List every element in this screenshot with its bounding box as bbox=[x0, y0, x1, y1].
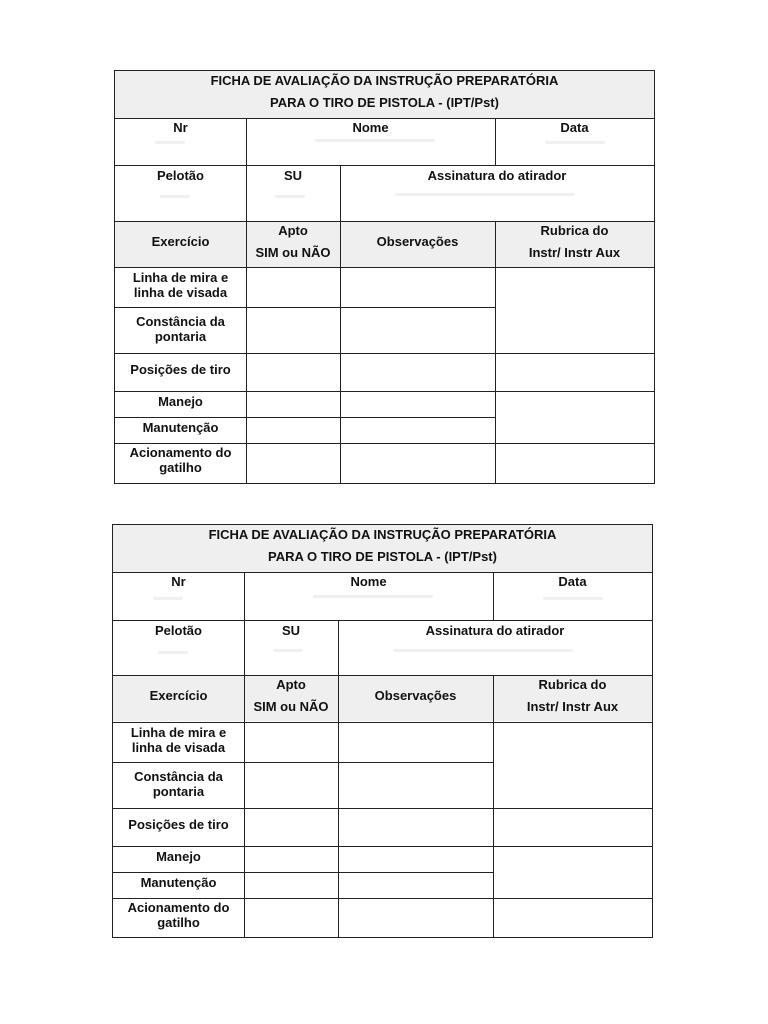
evaluation-form-2 bbox=[112, 524, 653, 938]
form-title-line2: PARA O TIRO DE PISTOLA - (IPT/Pst) bbox=[270, 95, 499, 110]
exercicio-header: Exercício bbox=[149, 688, 208, 703]
assinatura-label: Assinatura do atirador bbox=[427, 168, 567, 183]
exercise-acionamento: Acionamento do gatilho bbox=[127, 900, 230, 930]
rubrica-header-line2: Instr/ Instr Aux bbox=[526, 699, 619, 714]
observacoes-header: Observações bbox=[376, 234, 459, 249]
nr-label: Nr bbox=[171, 574, 186, 589]
form-title-line1: FICHA DE AVALIAÇÃO DA INSTRUÇÃO PREPARATÓRIA bbox=[210, 73, 559, 88]
su-field[interactable] bbox=[247, 185, 340, 220]
nome-field[interactable] bbox=[247, 137, 495, 164]
data-label: Data bbox=[560, 120, 589, 135]
data-label: Data bbox=[558, 574, 587, 589]
assinatura-label: Assinatura do atirador bbox=[425, 623, 565, 638]
evaluation-form-1 bbox=[114, 70, 655, 484]
assinatura-field[interactable] bbox=[339, 640, 652, 674]
pelotao-field[interactable] bbox=[115, 185, 246, 220]
exercise-linha-mira: Linha de mira e linha de visada bbox=[132, 270, 229, 300]
exercise-manejo: Manejo bbox=[158, 394, 203, 409]
apto-header-line1: Apto bbox=[278, 223, 308, 238]
nr-field[interactable] bbox=[113, 591, 244, 619]
pelotao-label: Pelotão bbox=[155, 623, 202, 638]
su-label: SU bbox=[281, 623, 301, 638]
pelotao-label: Pelotão bbox=[157, 168, 204, 183]
data-field[interactable] bbox=[494, 591, 652, 619]
assinatura-field[interactable] bbox=[341, 185, 654, 220]
apto-header-line1: Apto bbox=[276, 677, 306, 692]
rubrica-header-line1: Rubrica do bbox=[538, 677, 607, 692]
observacoes-header: Observações bbox=[374, 688, 457, 703]
exercise-linha-mira: Linha de mira e linha de visada bbox=[130, 725, 227, 755]
rubrica-header-line1: Rubrica do bbox=[540, 223, 609, 238]
nr-field[interactable] bbox=[115, 137, 246, 164]
pelotao-field[interactable] bbox=[113, 640, 244, 674]
apto-header-line2: SIM ou NÃO bbox=[253, 699, 329, 714]
exercicio-header: Exercício bbox=[151, 234, 210, 249]
data-field[interactable] bbox=[496, 137, 654, 164]
form-title-line2: PARA O TIRO DE PISTOLA - (IPT/Pst) bbox=[268, 549, 497, 564]
exercise-constancia: Constância da pontaria bbox=[134, 769, 223, 799]
apto-header-line2: SIM ou NÃO bbox=[255, 245, 331, 260]
nr-label: Nr bbox=[173, 120, 188, 135]
exercise-manutencao: Manutenção bbox=[140, 875, 217, 890]
nome-field[interactable] bbox=[245, 591, 493, 619]
su-label: SU bbox=[283, 168, 303, 183]
exercise-posicoes: Posições de tiro bbox=[128, 817, 229, 832]
form-title-line1: FICHA DE AVALIAÇÃO DA INSTRUÇÃO PREPARATÓRIA bbox=[208, 527, 557, 542]
su-field[interactable] bbox=[245, 640, 338, 674]
rubrica-header-line2: Instr/ Instr Aux bbox=[528, 245, 621, 260]
exercise-acionamento: Acionamento do gatilho bbox=[129, 445, 232, 475]
exercise-manutencao: Manutenção bbox=[142, 420, 219, 435]
exercise-constancia: Constância da pontaria bbox=[136, 314, 225, 344]
nome-label: Nome bbox=[350, 574, 387, 589]
nome-label: Nome bbox=[352, 120, 389, 135]
exercise-manejo: Manejo bbox=[156, 849, 201, 864]
exercise-posicoes: Posições de tiro bbox=[130, 362, 231, 377]
